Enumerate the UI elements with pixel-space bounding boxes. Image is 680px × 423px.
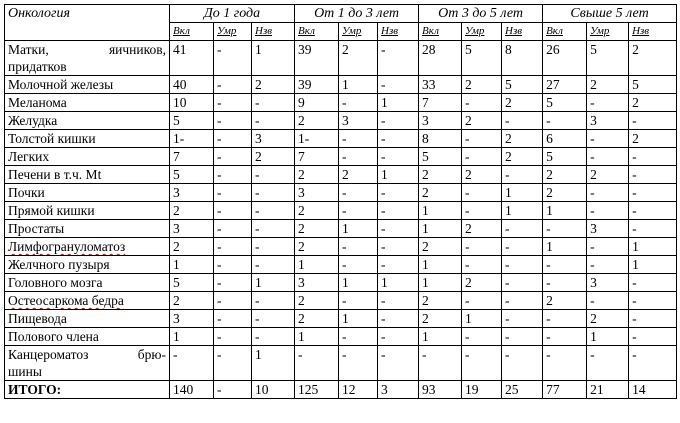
subhead-vkl: Вкл	[170, 23, 214, 41]
table-row	[5, 328, 677, 346]
table-cell: -	[214, 274, 252, 292]
table-cell: -	[252, 202, 295, 220]
table-cell: -	[462, 256, 502, 274]
subhead-umr: Умр	[339, 23, 378, 41]
table-cell: -	[629, 274, 677, 292]
table-cell: -	[214, 94, 252, 112]
table-cell: 3	[587, 112, 629, 130]
table-cell: -	[587, 238, 629, 256]
subhead-nzv: Нзв	[629, 23, 677, 41]
total-cell: 140	[170, 381, 214, 399]
table-cell: 1	[629, 238, 677, 256]
table-cell: 5	[543, 148, 587, 166]
table-row	[5, 256, 677, 274]
row-name-text: Остеосаркома бедра	[8, 293, 124, 308]
table-cell: -	[378, 346, 419, 381]
table-cell: 2	[295, 310, 339, 328]
total-cell: -	[214, 381, 252, 399]
table-row	[5, 112, 677, 130]
row-name-text: Лимфогрануломатоз	[8, 239, 126, 254]
table-cell: -	[339, 328, 378, 346]
table-cell: 2	[295, 292, 339, 310]
subhead-nzv: Нзв	[252, 23, 295, 41]
table-cell: -	[462, 346, 502, 381]
subhead-nzv: Нзв	[378, 23, 419, 41]
row-name-line: Канцероматоз брю-	[8, 347, 166, 362]
table-cell: -	[214, 310, 252, 328]
table-cell: -	[462, 148, 502, 166]
header-row	[5, 5, 677, 23]
table-cell: 10	[170, 94, 214, 112]
table-cell: -	[587, 292, 629, 310]
table-cell: -	[462, 184, 502, 202]
table-cell: -	[629, 112, 677, 130]
table-cell: -	[214, 292, 252, 310]
table-cell: -	[378, 202, 419, 220]
table-cell: -	[629, 202, 677, 220]
table-cell: 1	[543, 202, 587, 220]
table-cell: -	[214, 220, 252, 238]
table-cell: -	[543, 112, 587, 130]
table-cell: -	[502, 328, 543, 346]
table-cell: 7	[170, 148, 214, 166]
table-cell: -	[214, 148, 252, 166]
table-cell: -	[543, 256, 587, 274]
row-name	[5, 292, 170, 310]
table-cell: 33	[419, 76, 462, 94]
table-cell: 5	[629, 76, 677, 94]
row-name-text: Молочной железы	[8, 77, 114, 92]
row-name-text: Легких	[8, 149, 50, 164]
table-cell: 1	[170, 328, 214, 346]
table-cell: 5	[462, 41, 502, 76]
table-cell: 2	[419, 238, 462, 256]
table-cell: 2	[295, 202, 339, 220]
table-cell: 5	[170, 274, 214, 292]
table-cell: -	[214, 202, 252, 220]
table-cell: 1	[543, 238, 587, 256]
subhead-umr: Умр	[214, 23, 252, 41]
row-name-line: придатков	[8, 59, 67, 74]
table-cell: -	[587, 256, 629, 274]
row-name	[5, 76, 170, 94]
total-cell: 77	[543, 381, 587, 399]
table-cell: 1	[295, 256, 339, 274]
table-cell: -	[252, 220, 295, 238]
table-cell: -	[629, 220, 677, 238]
table-cell: -	[378, 220, 419, 238]
table-cell: 2	[252, 76, 295, 94]
table-cell: -	[629, 184, 677, 202]
table-cell: 8	[419, 130, 462, 148]
table-cell: 3	[587, 220, 629, 238]
row-name-line: Матки, яичников,	[8, 42, 166, 57]
table-cell: -	[462, 328, 502, 346]
total-cell: 10	[252, 381, 295, 399]
table-cell: -	[419, 346, 462, 381]
table-cell: -	[252, 328, 295, 346]
table-row	[5, 148, 677, 166]
table-cell: -	[378, 130, 419, 148]
table-cell: -	[252, 256, 295, 274]
table-row	[5, 202, 677, 220]
row-name-text: Прямой кишки	[8, 203, 95, 218]
table-cell: -	[252, 184, 295, 202]
table-cell: 3	[170, 184, 214, 202]
table-cell: 5	[502, 76, 543, 94]
table-row	[5, 41, 677, 76]
table-cell: 6	[543, 130, 587, 148]
table-cell: 2	[462, 220, 502, 238]
table-cell: 1	[339, 274, 378, 292]
row-name-text: Головного мозга	[8, 275, 103, 290]
table-cell: -	[629, 310, 677, 328]
table-cell: 1	[629, 256, 677, 274]
table-cell: 5	[170, 112, 214, 130]
table-cell: -	[214, 328, 252, 346]
table-cell: -	[252, 310, 295, 328]
table-cell: -	[502, 166, 543, 184]
row-name	[5, 274, 170, 292]
row-name	[5, 41, 170, 76]
table-cell: 2	[295, 166, 339, 184]
table-cell: 2	[419, 166, 462, 184]
row-name	[5, 184, 170, 202]
table-cell: -	[502, 256, 543, 274]
table-cell: 2	[587, 310, 629, 328]
table-cell: 41	[170, 41, 214, 76]
table-cell: -	[378, 328, 419, 346]
table-cell: 1	[378, 94, 419, 112]
table-cell: 2	[629, 41, 677, 76]
row-name-line: шины	[8, 364, 42, 379]
table-cell: -	[502, 238, 543, 256]
table-cell: 2	[587, 166, 629, 184]
row-name	[5, 202, 170, 220]
table-cell: -	[214, 346, 252, 381]
table-cell: -	[462, 238, 502, 256]
subhead-vkl: Вкл	[295, 23, 339, 41]
table-cell: 2	[170, 238, 214, 256]
table-row	[5, 220, 677, 238]
table-cell: 2	[587, 76, 629, 94]
table-row	[5, 94, 677, 112]
table-cell: 1-	[295, 130, 339, 148]
table-cell: 1	[502, 184, 543, 202]
table-cell: 3	[339, 112, 378, 130]
oncology-table	[4, 4, 677, 399]
table-cell: 3	[295, 274, 339, 292]
table-cell: -	[214, 238, 252, 256]
table-cell: -	[339, 94, 378, 112]
total-cell: 3	[378, 381, 419, 399]
table-cell: 1	[502, 202, 543, 220]
table-cell: 1	[419, 274, 462, 292]
row-name	[5, 112, 170, 130]
table-cell: 1	[252, 41, 295, 76]
table-cell: -	[252, 166, 295, 184]
table-cell: -	[252, 112, 295, 130]
row-name	[5, 238, 170, 256]
table-cell: 5	[419, 148, 462, 166]
table-cell: -	[378, 112, 419, 130]
table-cell: 3	[170, 220, 214, 238]
table-row	[5, 346, 677, 381]
table-cell: 1	[295, 328, 339, 346]
table-cell: -	[214, 166, 252, 184]
table-cell: 2	[339, 166, 378, 184]
table-cell: 9	[295, 94, 339, 112]
table-cell: 3	[170, 310, 214, 328]
table-cell: 2	[543, 184, 587, 202]
table-cell: 3	[587, 274, 629, 292]
table-cell: -	[252, 94, 295, 112]
subhead-vkl: Вкл	[419, 23, 462, 41]
row-name-text: Печени в т.ч. Mt	[8, 167, 102, 182]
total-cell: 12	[339, 381, 378, 399]
row-name-text: Толстой кишки	[8, 131, 96, 146]
table-cell: 1	[339, 310, 378, 328]
table-cell: -	[339, 202, 378, 220]
table-cell: -	[502, 292, 543, 310]
table-cell: -	[543, 328, 587, 346]
row-name-text: Пищевода	[8, 311, 67, 326]
total-cell: 14	[629, 381, 677, 399]
table-cell: -	[587, 184, 629, 202]
table-cell: 1	[419, 220, 462, 238]
table-cell: 5	[587, 41, 629, 76]
table-cell: 2	[629, 94, 677, 112]
table-cell: 2	[295, 220, 339, 238]
table-cell: 2	[462, 166, 502, 184]
table-cell: 2	[295, 238, 339, 256]
table-cell: 2	[252, 148, 295, 166]
table-cell: -	[502, 112, 543, 130]
table-cell: 3	[295, 184, 339, 202]
table-cell: 2	[462, 76, 502, 94]
table-cell: -	[462, 202, 502, 220]
table-cell: -	[543, 220, 587, 238]
row-name	[5, 130, 170, 148]
table-cell: -	[214, 130, 252, 148]
row-name	[5, 166, 170, 184]
subhead-nzv: Нзв	[502, 23, 543, 41]
table-cell: -	[339, 346, 378, 381]
table-cell: 2	[543, 292, 587, 310]
table-cell: -	[462, 130, 502, 148]
row-name	[5, 328, 170, 346]
total-cell: 25	[502, 381, 543, 399]
table-cell: -	[502, 346, 543, 381]
table-cell: 1	[419, 202, 462, 220]
total-cell: 21	[587, 381, 629, 399]
table-row	[5, 130, 677, 148]
table-cell: -	[462, 94, 502, 112]
subhead-vkl: Вкл	[543, 23, 587, 41]
table-cell: -	[543, 346, 587, 381]
table-cell: -	[378, 292, 419, 310]
table-cell: 7	[295, 148, 339, 166]
table-cell: 1	[170, 256, 214, 274]
table-cell: 1	[419, 256, 462, 274]
table-cell: -	[587, 202, 629, 220]
table-cell: -	[587, 94, 629, 112]
header-oncology: Онкология	[5, 5, 170, 41]
row-name-text: Простаты	[8, 221, 65, 236]
table-cell: -	[339, 148, 378, 166]
row-name	[5, 94, 170, 112]
table-cell: -	[587, 130, 629, 148]
table-cell: -	[502, 274, 543, 292]
table-cell: 28	[419, 41, 462, 76]
table-cell: -	[214, 256, 252, 274]
row-name-text: Желчного пузыря	[8, 257, 110, 272]
table-row	[5, 274, 677, 292]
table-cell: -	[587, 148, 629, 166]
subhead-umr: Умр	[587, 23, 629, 41]
table-cell: 1-	[170, 130, 214, 148]
table-row	[5, 292, 677, 310]
table-cell: 39	[295, 41, 339, 76]
table-cell: 40	[170, 76, 214, 94]
table-cell: -	[378, 184, 419, 202]
row-name	[5, 310, 170, 328]
table-cell: 1	[339, 220, 378, 238]
table-cell: -	[502, 220, 543, 238]
table-cell: -	[629, 148, 677, 166]
table-row	[5, 166, 677, 184]
table-cell: 2	[629, 130, 677, 148]
table-cell: 1	[252, 274, 295, 292]
table-cell: 1	[587, 328, 629, 346]
table-cell: 2	[462, 274, 502, 292]
table-cell: -	[252, 292, 295, 310]
total-cell: 93	[419, 381, 462, 399]
table-cell: 39	[295, 76, 339, 94]
table-cell: 1	[462, 310, 502, 328]
table-cell: -	[378, 148, 419, 166]
row-name	[5, 256, 170, 274]
table-cell: -	[378, 256, 419, 274]
table-cell: -	[543, 310, 587, 328]
table-cell: -	[295, 346, 339, 381]
table-cell: 27	[543, 76, 587, 94]
table-cell: 1	[378, 166, 419, 184]
total-row	[5, 381, 677, 399]
header-group-5-plus: Свыше 5 лет	[543, 5, 677, 23]
table-cell: -	[462, 292, 502, 310]
table-cell: -	[339, 184, 378, 202]
table-cell: 2	[295, 112, 339, 130]
table-cell: 8	[502, 41, 543, 76]
subhead-umr: Умр	[462, 23, 502, 41]
table-cell: 1	[339, 76, 378, 94]
table-cell: -	[543, 274, 587, 292]
table-cell: -	[214, 41, 252, 76]
row-name	[5, 148, 170, 166]
total-cell: 125	[295, 381, 339, 399]
table-cell: -	[339, 256, 378, 274]
table-cell: -	[378, 41, 419, 76]
table-cell: 1	[378, 274, 419, 292]
table-cell: -	[170, 346, 214, 381]
table-cell: -	[339, 292, 378, 310]
table-cell: 2	[339, 41, 378, 76]
table-cell: -	[587, 346, 629, 381]
table-cell: 2	[462, 112, 502, 130]
table-row	[5, 76, 677, 94]
row-name-text: Желудка	[8, 113, 58, 128]
table-cell: -	[214, 184, 252, 202]
table-cell: 7	[419, 94, 462, 112]
table-cell: 5	[543, 94, 587, 112]
row-name	[5, 220, 170, 238]
total-cell: 19	[462, 381, 502, 399]
table-cell: 2	[502, 94, 543, 112]
row-name-text: Полового члена	[8, 329, 99, 344]
table-cell: 1	[252, 346, 295, 381]
table-cell: 2	[170, 292, 214, 310]
table-cell: 3	[419, 112, 462, 130]
table-cell: -	[629, 166, 677, 184]
table-cell: -	[252, 238, 295, 256]
table-cell: 2	[419, 292, 462, 310]
table-cell: -	[339, 130, 378, 148]
table-row	[5, 238, 677, 256]
table-cell: 26	[543, 41, 587, 76]
table-cell: -	[629, 292, 677, 310]
total-label: ИТОГО:	[5, 381, 170, 399]
table-cell: 2	[419, 310, 462, 328]
table-row	[5, 310, 677, 328]
table-cell: 2	[170, 202, 214, 220]
row-name-text: Почки	[8, 185, 45, 200]
table-cell: 2	[543, 166, 587, 184]
header-group-1-3: От 1 до 3 лет	[295, 5, 419, 23]
table-cell: 5	[170, 166, 214, 184]
row-name	[5, 346, 170, 381]
table-cell: -	[629, 346, 677, 381]
table-cell: -	[378, 76, 419, 94]
table-cell: 2	[502, 148, 543, 166]
table-cell: -	[378, 310, 419, 328]
table-cell: -	[378, 238, 419, 256]
table-cell: -	[339, 238, 378, 256]
table-cell: -	[629, 328, 677, 346]
table-row	[5, 184, 677, 202]
table-cell: 3	[252, 130, 295, 148]
table-cell: 2	[502, 130, 543, 148]
header-group-3-5: От 3 до 5 лет	[419, 5, 543, 23]
row-name-text: Меланома	[8, 95, 67, 110]
table-cell: 1	[419, 328, 462, 346]
table-cell: 2	[419, 184, 462, 202]
table-cell: -	[214, 76, 252, 94]
table-cell: -	[214, 112, 252, 130]
table-cell: -	[502, 310, 543, 328]
header-group-0-1: До 1 года	[170, 5, 295, 23]
